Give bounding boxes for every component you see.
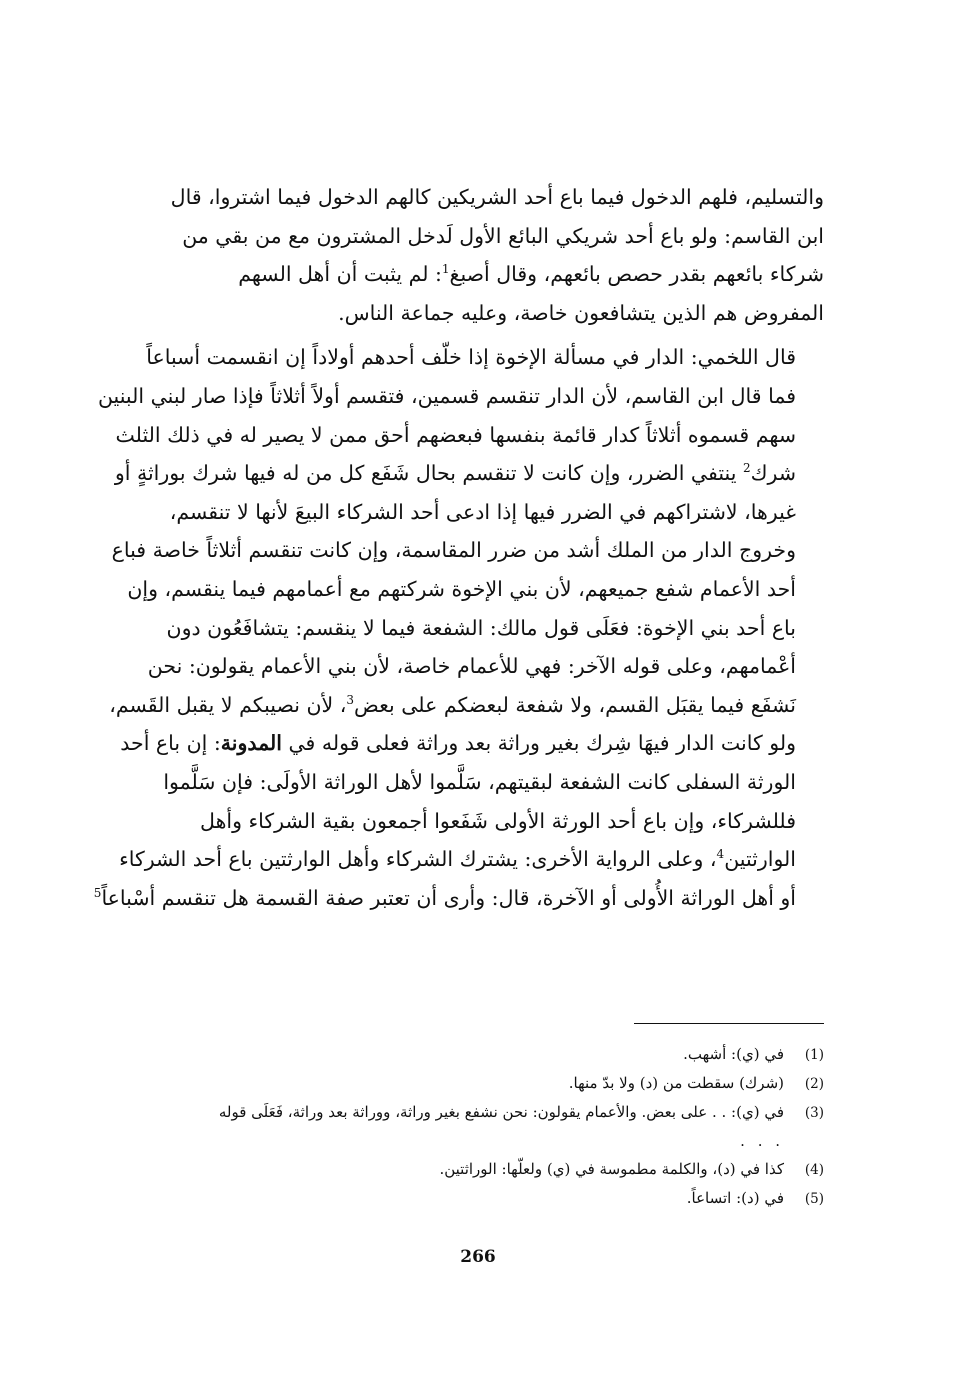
page-number: 266 xyxy=(460,1247,496,1267)
text-segment: : لم يثبت أن أهل السهم xyxy=(238,262,442,287)
text-segment: الوارثتين xyxy=(724,847,796,872)
footnote-number: (2) xyxy=(804,1076,824,1092)
text-segment: ، وعلى الرواية الأخرى: يشترك الشركاء وأهل الوارثتين باع أحد الشركاء xyxy=(119,847,717,872)
footnote-item xyxy=(124,1155,824,1184)
text-line: والتسليم، فلهم الدخول فيما باع أحد الشريكين كالهم الدخول فيما اشتروا، قال xyxy=(170,185,824,209)
text-line xyxy=(114,454,824,493)
footnote-ref: 1 xyxy=(441,262,450,277)
text-segment: شرك xyxy=(750,461,796,486)
text-segment: ولو كانت الدار فيهَا شِرك بغير وراثة بعد وراثة فعلى قوله في xyxy=(281,731,796,756)
text-line: قال اللخمي: الدار في مسألة الإخوة إذا خلّف أحدهم أولاداً إن انقسمت أسباعاً xyxy=(146,345,796,370)
text-line xyxy=(134,255,824,294)
footnote-ref: 3 xyxy=(346,692,354,707)
footnote-number: (1) xyxy=(804,1047,824,1063)
footnote-item xyxy=(124,1184,824,1213)
text-line: المفروض هم الذين يتشافعون خاصة، وعليه جماعة الناس. xyxy=(338,300,824,325)
footnote-continuation: . . . xyxy=(740,1132,784,1150)
text-line: ابن القاسم: ولو باع أحد شريكي البائع الأول لَدخل المشترون مع من بقي من xyxy=(182,223,824,248)
footnote-ref: 2 xyxy=(742,461,751,476)
bold-term: المدونة xyxy=(220,731,282,756)
text-line: أحد الأعمام شفع جميعهم، لأن بني الإخوة شركتهم مع أعمامهم فيما ينقسم، وإن xyxy=(127,576,796,601)
text-line xyxy=(93,879,824,918)
footnote-item xyxy=(124,1040,824,1069)
text-segment: أو أهل الوراثة الأُولى أو الآخرة، قال: وأرى أن تعتبر صفة القسمة هل تنقسم أسْباعاً xyxy=(101,885,796,910)
footnote-number: (5) xyxy=(804,1191,824,1207)
footnote-item xyxy=(124,1069,824,1098)
text-line xyxy=(119,840,824,879)
footnote-number: (4) xyxy=(804,1162,824,1178)
text-segment: ينتفي الضرر، وإن كانت لا تنقسم بحال شَفَع كل من له فيها شرك بوراثةٍ أو xyxy=(114,461,743,486)
footnote-text: في (ي): . . على بعض. والأعمام يقولون: نحن نشفع بغير وراثة، ووراثة بعد وراثة، فَعَلَى قوله xyxy=(218,1103,784,1121)
footnote-number: (3) xyxy=(804,1105,824,1121)
text-line: فللشركاء، وإن باع أحد الورثة الأولى شَفَعوا أجمعون بقية الشركاء وأهل xyxy=(200,808,796,833)
footnote-separator xyxy=(634,1023,824,1024)
footnote-ref: 4 xyxy=(716,847,725,862)
main-text xyxy=(93,178,824,917)
footnote-text: في (د): اتساعاً. xyxy=(686,1189,784,1207)
paragraph-2 xyxy=(93,338,824,917)
footnotes xyxy=(124,1040,824,1213)
footnote-text: كذا في (د)، والكلمة مطموسة في (ي) ولعلّها: الوراثتين. xyxy=(439,1160,784,1178)
text-segment: ، لأن نصيبكم لا يقبل القَسم، xyxy=(109,692,347,717)
footnote-ref: 5 xyxy=(93,885,102,900)
footnote-text: (شرك) سقطت من (د) ولا بدّ منها. xyxy=(568,1074,784,1092)
text-line xyxy=(109,686,824,725)
footnote-text: في (ي): أشهب. xyxy=(683,1045,784,1063)
paragraph-1 xyxy=(134,178,824,332)
text-segment: نَشفَع فيما يقبَل القسم، ولا شفعة لبعضكم على بعض xyxy=(353,692,796,717)
footnote-item xyxy=(124,1098,824,1127)
text-segment: شركاء بائعهم بقدر حصص بائعهم، وقال أصبغ xyxy=(449,262,824,287)
text-line: الورثة السفلى كانت الشفعة لبقيتهم، سَلَّموا لأهل الوراثة الأولَى: فإن سَلَّموا xyxy=(163,769,796,794)
text-line: غيرها، لاشتراكهم في الضرر فيها إذا ادعى أحد الشركاء البيعَ لأنها لا تنقسم، xyxy=(169,499,796,524)
text-line: أعْمامهم، وعلى قوله الآخر: فهي للأعمام خاصة، لأن بني الأعمام يقولون: نحن xyxy=(147,654,796,679)
text-segment: : إن باع أحد xyxy=(120,731,221,756)
text-line xyxy=(120,724,824,763)
text-line: فما قال ابن القاسم، لأن الدار تنقسم قسمين، فتقسم أولاً أثلاثاً فإذا صار لبني البنين xyxy=(97,383,796,408)
text-line: سهم قسموه أثلاثاً كدار قائمة بنفسها فبعضهم أحق ممن لا يصير له في ذلك الثلث xyxy=(115,422,796,447)
text-line: وخروج الدار من الملك أشد من ضرر المقاسمة، وإن كانت تنقسم أثلاثاً خاصة فباع xyxy=(111,538,796,563)
text-line: باع أحد بني الإخوة: فعَلَى قول مالك: الشفعة فيما لا ينقسم: يتشافَعُون دون xyxy=(166,615,796,640)
